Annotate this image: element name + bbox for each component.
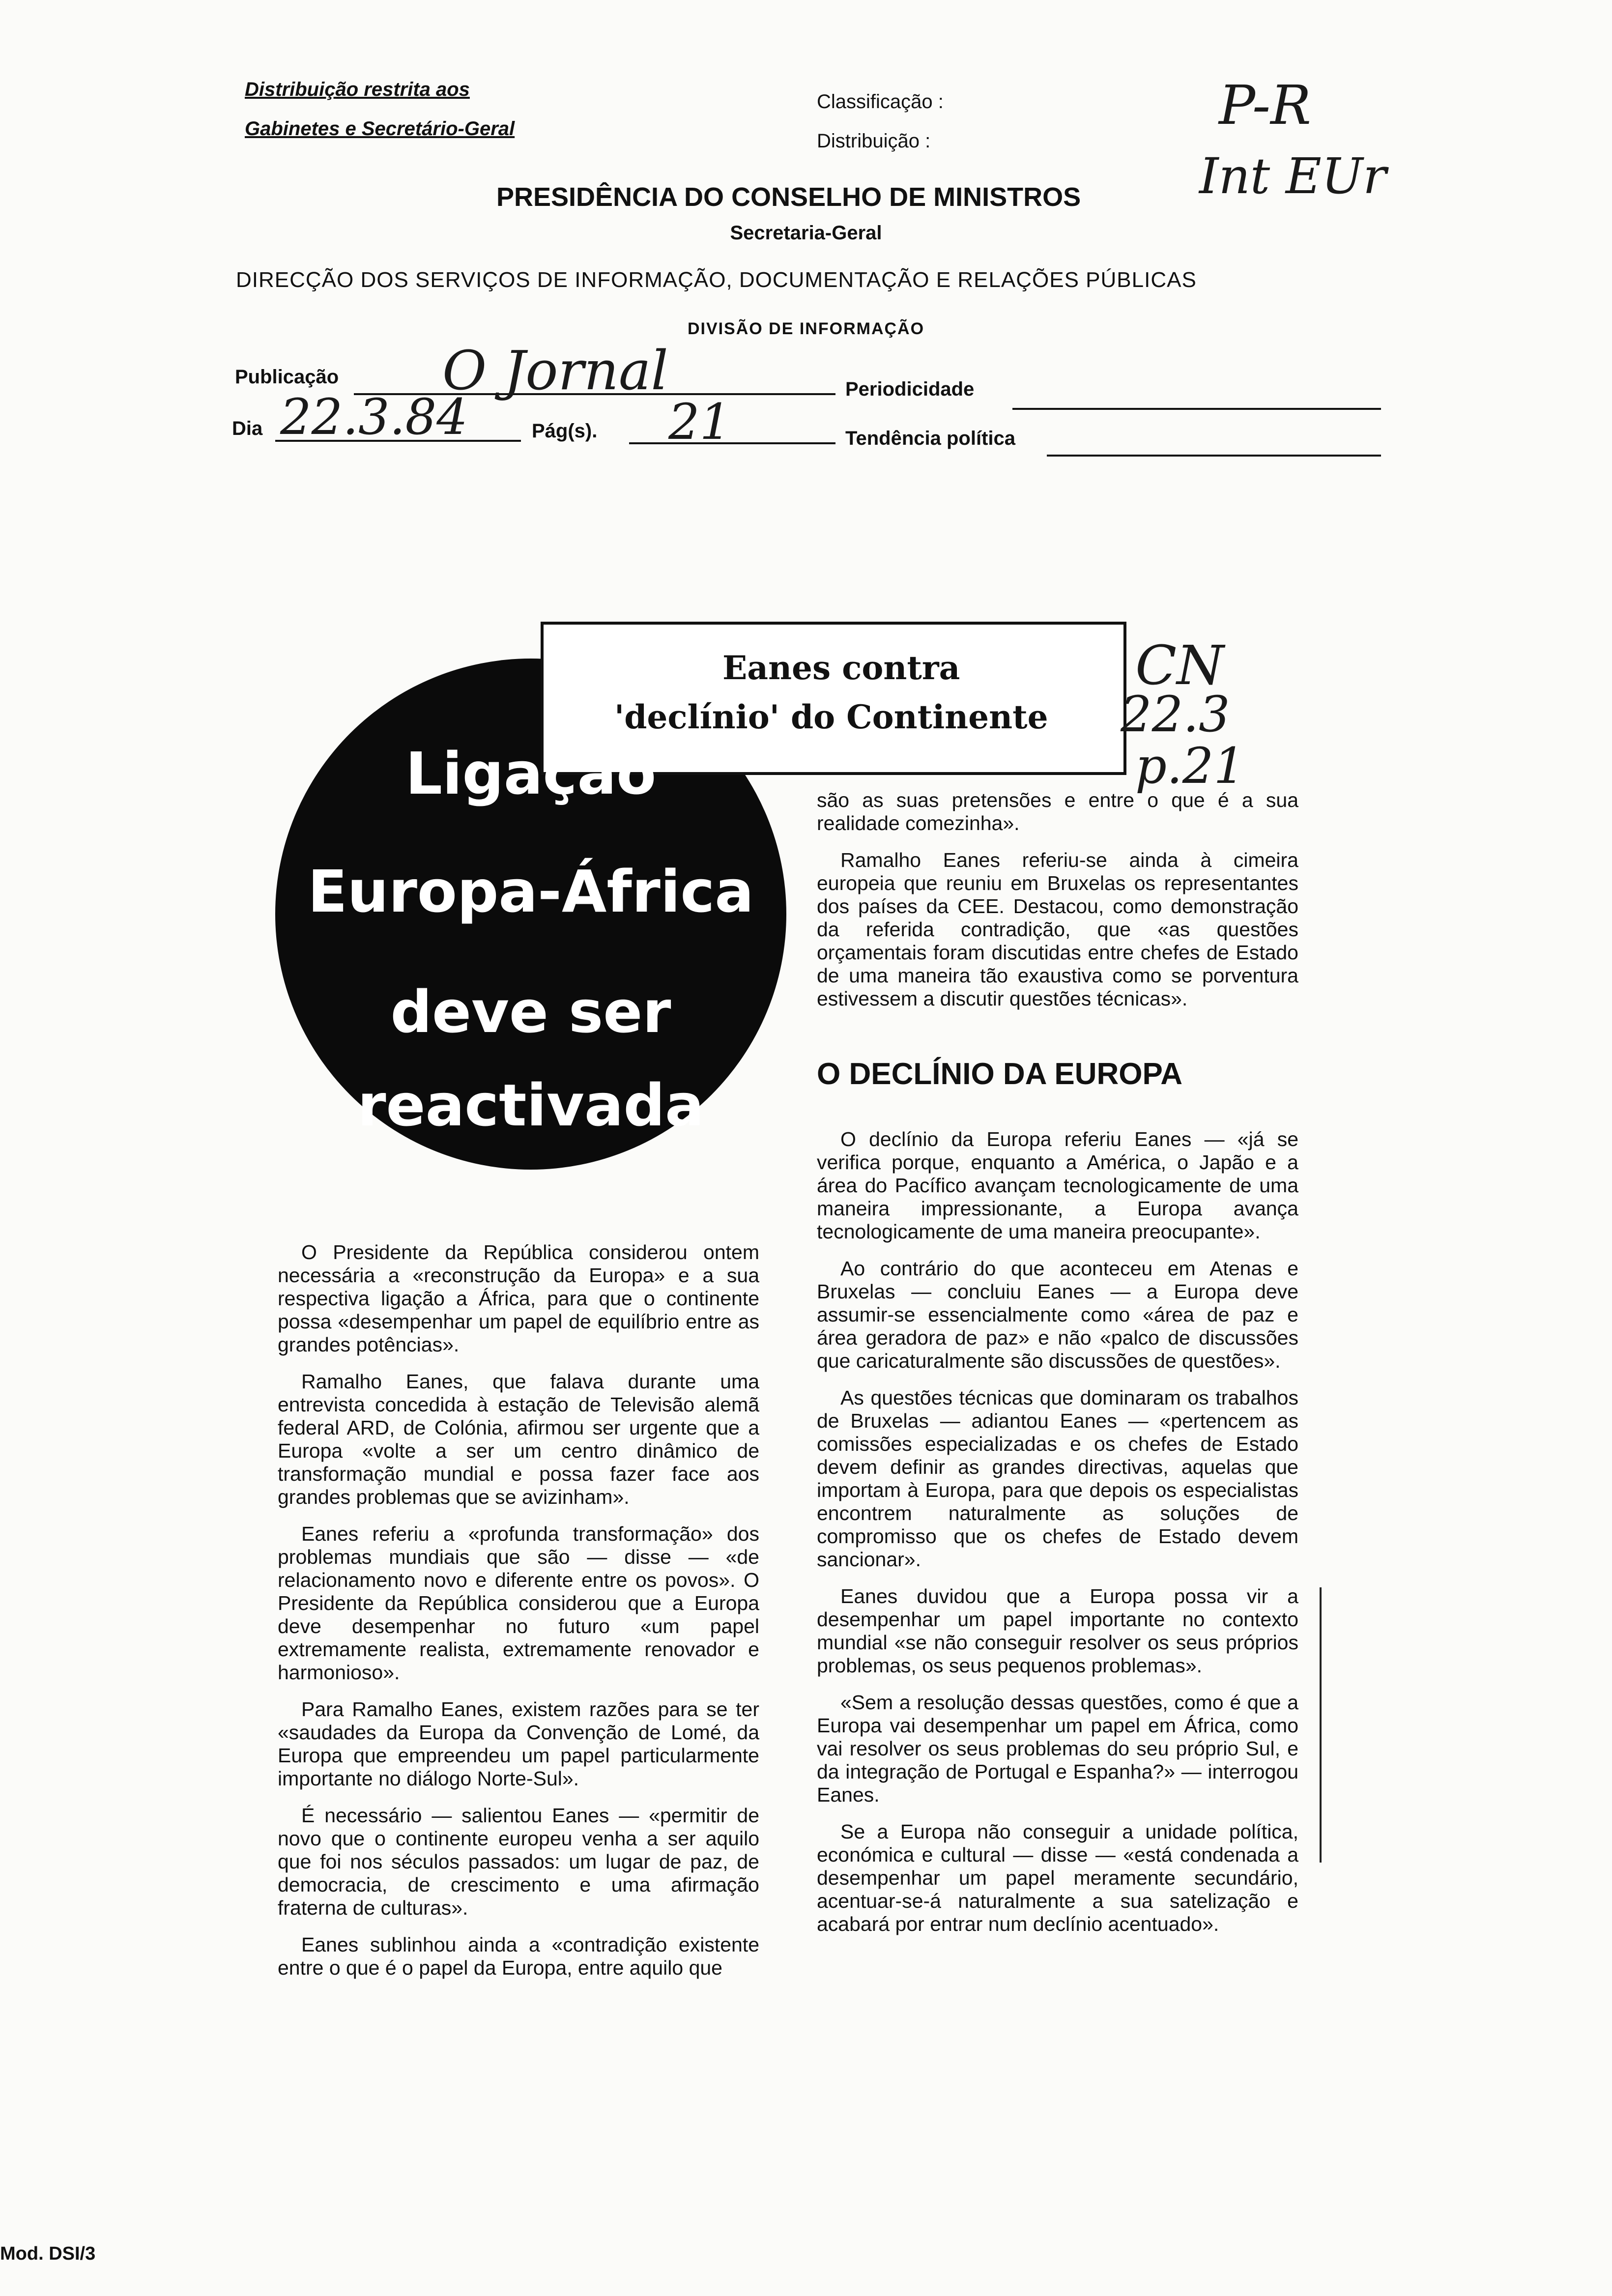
- day-label: Dia: [232, 418, 263, 439]
- left-paragraph-6: Eanes sublinhou ainda a «contradição existente entre o que é o papel da Europa, entre aquilo que: [278, 1933, 759, 1979]
- restricted-distribution-line1: Distribuição restrita aos: [245, 79, 470, 100]
- day-value: 22.3.84: [280, 388, 468, 446]
- division: DIVISÃO DE INFORMAÇÃO: [687, 319, 925, 338]
- organization-title: PRESIDÊNCIA DO CONSELHO DE MINISTROS: [496, 182, 1081, 212]
- right-top-column: [817, 789, 1298, 1024]
- headline-line1: Ligação: [405, 740, 657, 807]
- pages-value: 21: [668, 393, 731, 451]
- handwritten-note-top-right: P-R: [1219, 74, 1311, 137]
- left-paragraph-2: Ramalho Eanes, que falava durante uma entrevista concedida à estação de Televisão alemã federal ARD, de Colónia, afirmou ser urgente que a Europa «volte a ser um centro dinâmico de transformação mundial e possa fazer face aos grandes problemas que se avizinham».: [278, 1370, 759, 1508]
- kicker-line2: 'declínio' do Continente: [614, 698, 1048, 736]
- right-paragraph-4: Eanes duvidou que a Europa possa vir a desempenhar um papel importante no contexto mundial «se não conseguir resolver os seus próprios problemas, os seus pequenos problemas».: [817, 1585, 1298, 1677]
- classification-label: Classificação :: [817, 91, 944, 113]
- headline-line2: Europa-África: [308, 858, 754, 925]
- distribution-label: Distribuição :: [817, 130, 931, 152]
- directorate: DIRECÇÃO DOS SERVIÇOS DE INFORMAÇÃO, DOCUMENTAÇÃO E RELAÇÕES PÚBLICAS: [236, 268, 1197, 292]
- handwritten-annotation-3: p.21: [1135, 737, 1245, 795]
- restricted-distribution-line2: Gabinetes e Secretário-Geral: [245, 118, 515, 140]
- tendency-line: [1047, 455, 1381, 457]
- right-continuation: são as suas pretensões e entre o que é a sua realidade comezinha».: [817, 789, 1298, 834]
- right-top-paragraph-1: Ramalho Eanes referiu-se ainda à cimeira europeia que reuniu em Bruxelas os representantes dos países da CEE. Destacou, como demonstração da referida contradição, que «as questões orçamentais foram discutidas entre chefes de Estado de uma maneira tão exaustiva como se porventura estivessem a discutir questões técnicas».: [817, 849, 1298, 1010]
- right-paragraph-3: As questões técnicas que dominaram os trabalhos de Bruxelas — adiantou Eanes — «pertencem as comissões especializadas e os chefes de Estado devem definir as grandes directivas, aquelas que importam à Europa, para que depois os especialistas encontrem naturalmente as soluções de compromisso que os chefes de Estado devem sancionar».: [817, 1386, 1298, 1571]
- right-paragraph-6: Se a Europa não conseguir a unidade política, económica e cultural — disse — «está condenada a desempenhar um papel meramente secundário, acentuar-se-á naturalmente a sua satelização e acabará por entrar num declínio acentuado».: [817, 1820, 1298, 1935]
- left-paragraph-5: É necessário — salientou Eanes — «permitir de novo que o continente europeu venha a ser aquilo que foi nos séculos passados: um lugar de paz, de democracia, de crescimento e uma afirmação fraterna de culturas».: [278, 1804, 759, 1919]
- periodicity-line: [1012, 408, 1381, 410]
- periodicity-label: Periodicidade: [845, 378, 975, 400]
- right-column: [817, 1128, 1298, 1950]
- handwritten-annotation-1: CN: [1135, 634, 1224, 697]
- secretariat: Secretaria-Geral: [730, 222, 882, 244]
- headline-line4: reactivada: [357, 1071, 704, 1139]
- left-column: [278, 1241, 759, 1993]
- subheading: O DECLÍNIO DA EUROPA: [817, 1057, 1183, 1091]
- tendency-label: Tendência política: [845, 428, 1015, 449]
- left-paragraph-1: O Presidente da República considerou ontem necessária a «reconstrução da Europa» e a sua respectiva ligação a África, para que o continente possa «desempenhar um papel de equilíbrio entre as grandes potências».: [278, 1241, 759, 1356]
- pages-line: [629, 442, 835, 444]
- handwritten-note-top-right-2: Int EUr: [1199, 147, 1386, 205]
- handwritten-annotation-2: 22.3: [1121, 686, 1230, 743]
- publication-value: O Jornal: [442, 339, 668, 402]
- right-paragraph-1: O declínio da Europa referiu Eanes — «já se verifica porque, enquanto a América, o Japão e a área do Pacífico avançam tecnologicamente de uma maneira impressionante, a Europa avança tecnologicamente de uma maneira preocupante».: [817, 1128, 1298, 1243]
- kicker-line1: Eanes contra: [722, 649, 960, 687]
- headline-line3: deve ser: [390, 978, 671, 1046]
- pages-label: Pág(s).: [532, 420, 598, 442]
- publication-label: Publicação: [235, 366, 339, 388]
- right-paragraph-5: «Sem a resolução dessas questões, como é que a Europa vai desempenhar um papel em África, como vai resolver os seus problemas do seu próprio Sul, e da integração de Portugal e Espanha?» — interrogou Eanes.: [817, 1691, 1298, 1806]
- right-paragraph-2: Ao contrário do que aconteceu em Atenas e Bruxelas — concluiu Eanes — a Europa deve assumir-se essencialmente como «área de paz e área geradora de paz» e não «palco de discussões que caricaturalmente são discussões de questões».: [817, 1257, 1298, 1372]
- left-paragraph-4: Para Ramalho Eanes, existem razões para se ter «saudades da Europa da Convenção de Lomé, da Europa que empreendeu um papel particularmente importante no diálogo Norte-Sul».: [278, 1698, 759, 1790]
- margin-mark: [1320, 1587, 1322, 1863]
- left-paragraph-3: Eanes referiu a «profunda transformação» dos problemas mundiais que são — disse — «de relacionamento novo e diferente entre os povos». O Presidente da República considerou que a Europa deve desempenhar no futuro «um papel extremamente realista, extremamente renovador e harmonioso».: [278, 1522, 759, 1684]
- form-code: Mod. DSI/3: [0, 2243, 96, 2264]
